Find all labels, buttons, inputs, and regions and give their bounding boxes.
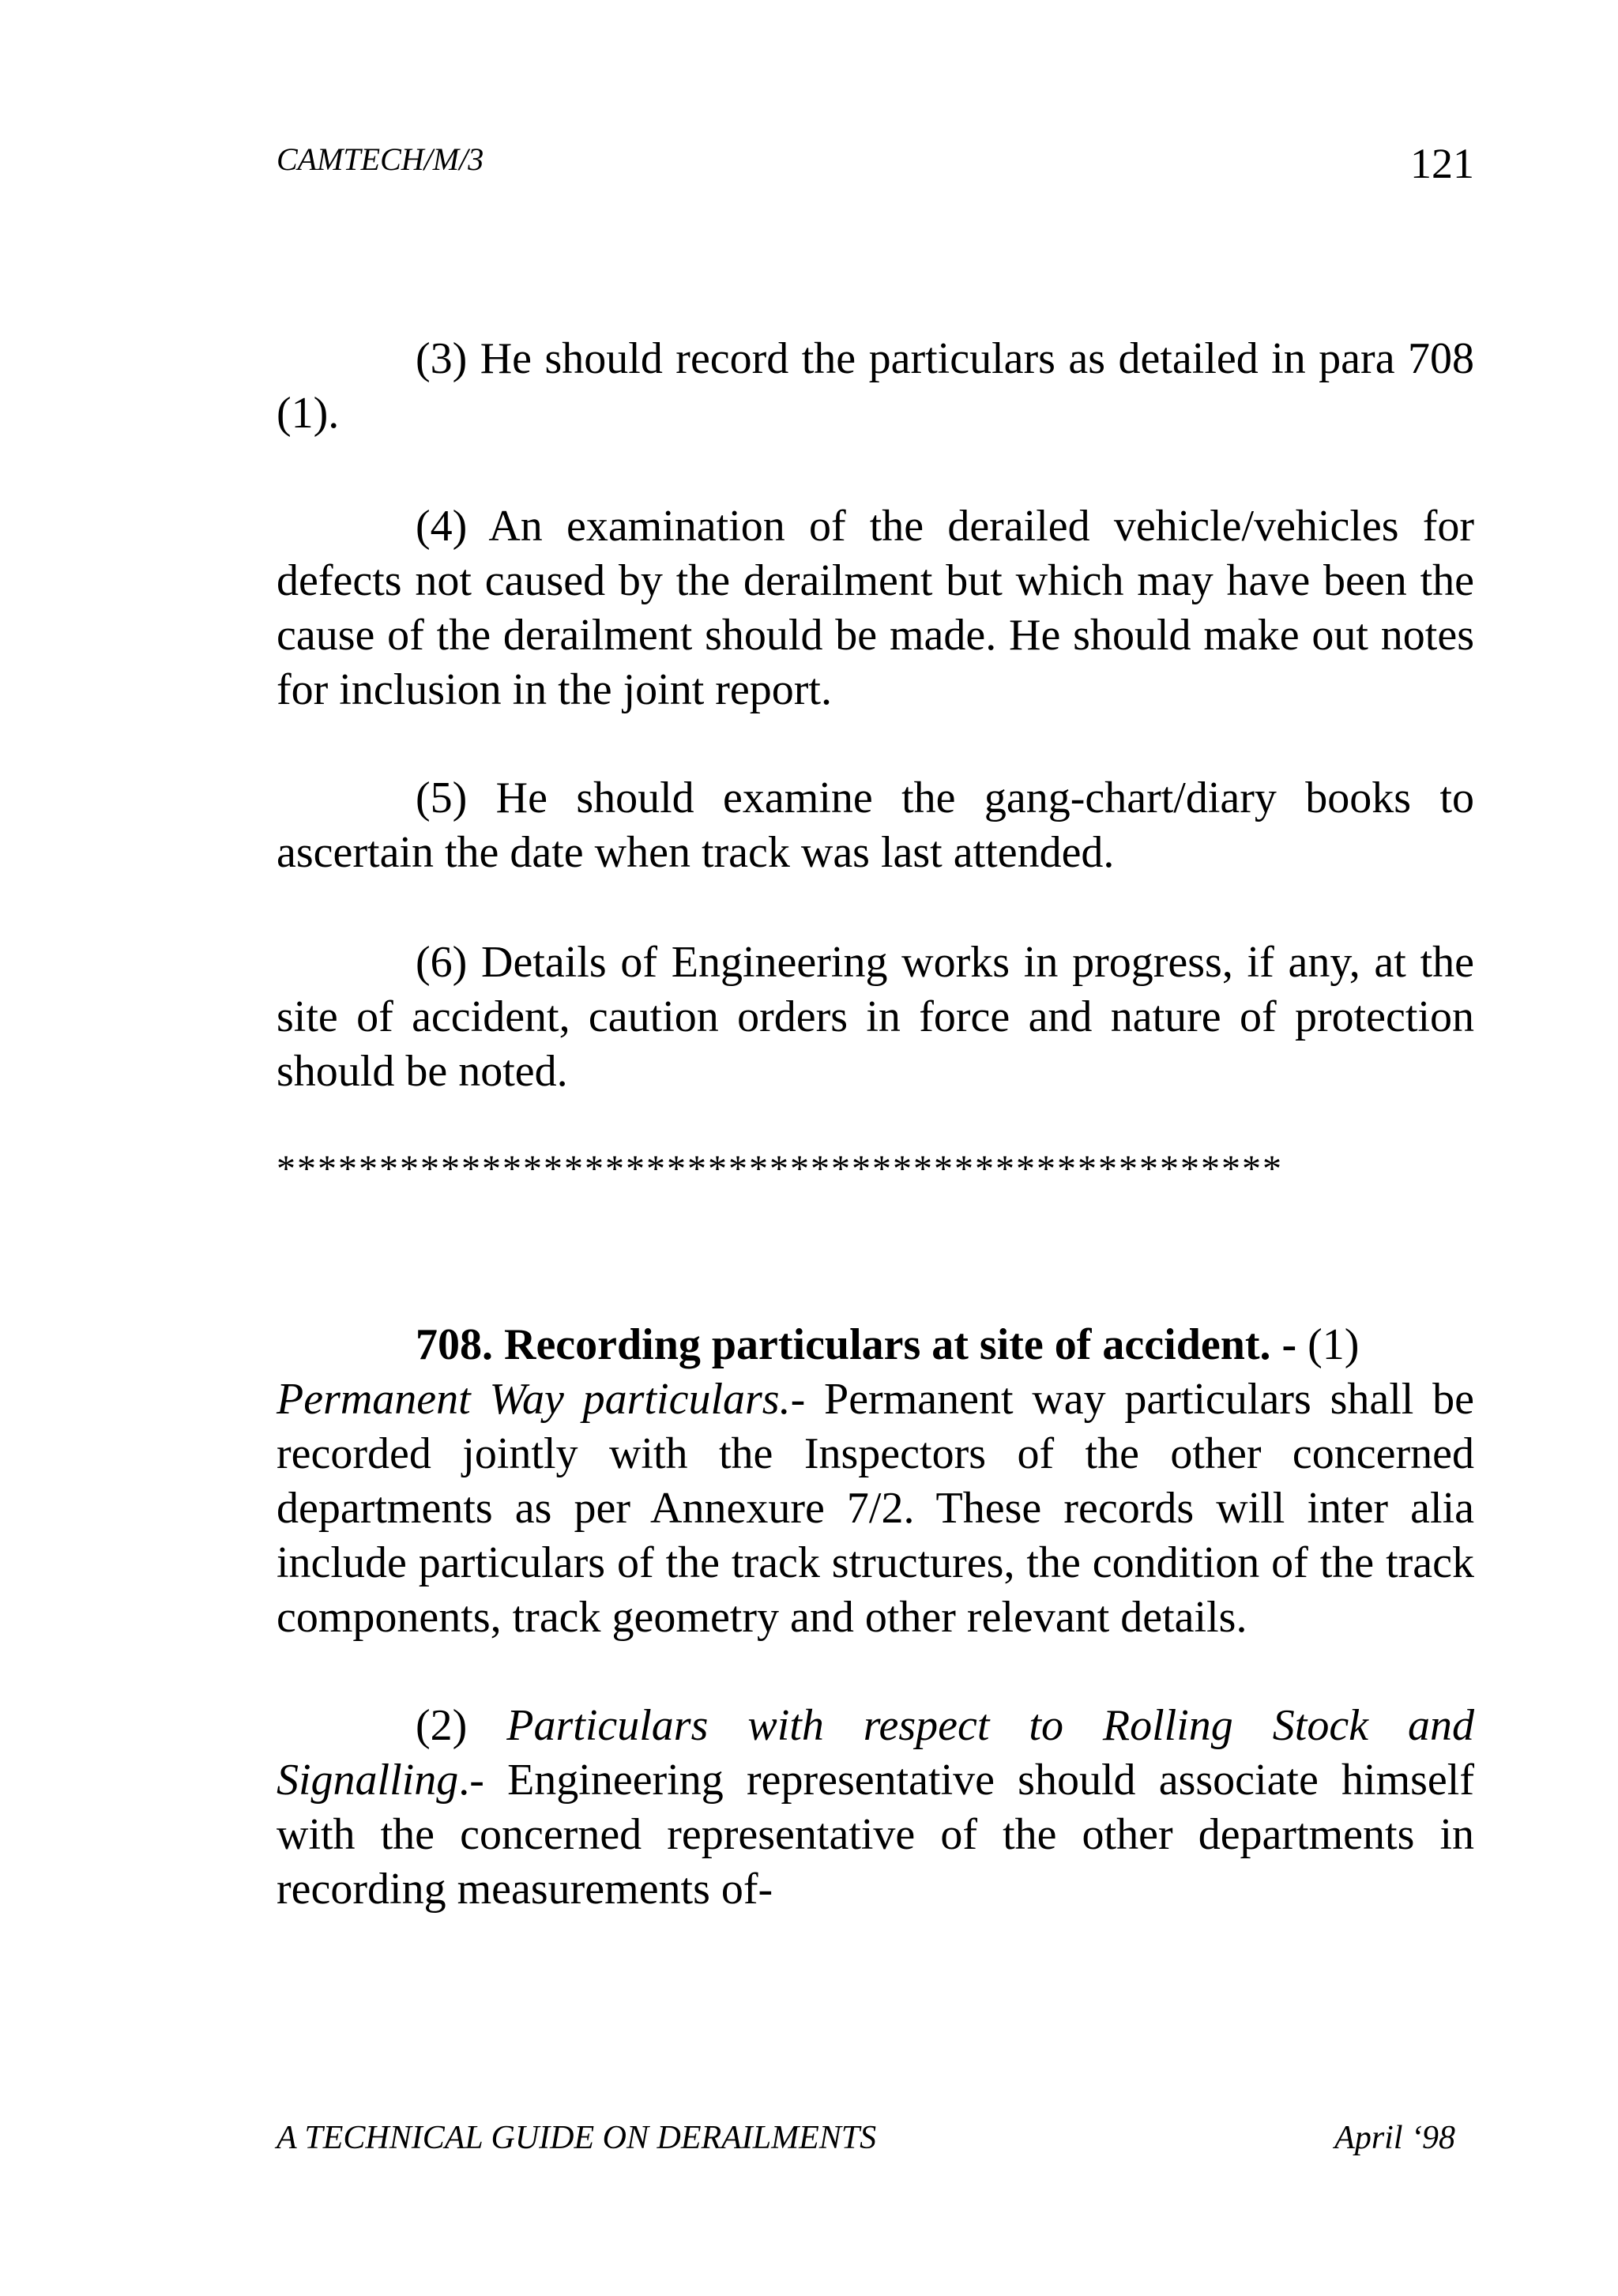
paragraph-5 [277,771,1474,880]
paragraph-6 [277,935,1474,1099]
page-number: 121 [1410,140,1474,187]
sub-paragraph-1-title: Permanent Way particulars.- [277,1375,806,1424]
sub-paragraph-2-title: Particulars with respect to Rolling Stock and Signalling [277,1701,1474,1805]
sub-paragraph-2-text: .- Engineering representative should associate himself with the concerned representative of the other departments in recording measurements of- [277,1756,1474,1914]
sub-paragraph-2-number: (2) [416,1701,507,1750]
paragraph-4 [277,499,1474,717]
sub-paragraph-1-text: Permanent way particulars shall be recorded jointly with the Inspectors of the other concerned departments as per Annexure 7/2. These records will inter alia include particulars of the track structures, the condition of the track components, track geometry and other relevant details. [277,1375,1474,1642]
sub-paragraph-1-number: (1) [1296,1320,1360,1369]
section-708-paragraph-2 [277,1699,1474,1917]
paragraph-3-text: (3) He should record the particulars as detailed in para 708 (1). [277,334,1474,438]
paragraph-3 [277,332,1474,441]
paragraph-5-text: (5) He should examine the gang-chart/diary books to ascertain the date when track was last attended. [277,773,1474,877]
section-708-paragraph-1 [277,1318,1474,1645]
paragraph-4-text: (4) An examination of the derailed vehicle/vehicles for defects not caused by the derailment but which may have been the cause of the derailment should be made. He should make out notes for inclusion in the joint report. [277,502,1474,714]
footer-title: A TECHNICAL GUIDE ON DERAILMENTS [277,2120,877,2156]
document-code: CAMTECH/M/3 [277,141,484,177]
paragraph-6-text: (6) Details of Engineering works in progress, if any, at the site of accident, caution orders in force and nature of protection should be noted. [277,938,1474,1096]
section-708-heading: 708. Recording particulars at site of accident. - [416,1320,1297,1369]
asterisk-separator: ************************************************* [277,1148,1283,1190]
footer-date: April ‘98 [1334,2120,1455,2156]
